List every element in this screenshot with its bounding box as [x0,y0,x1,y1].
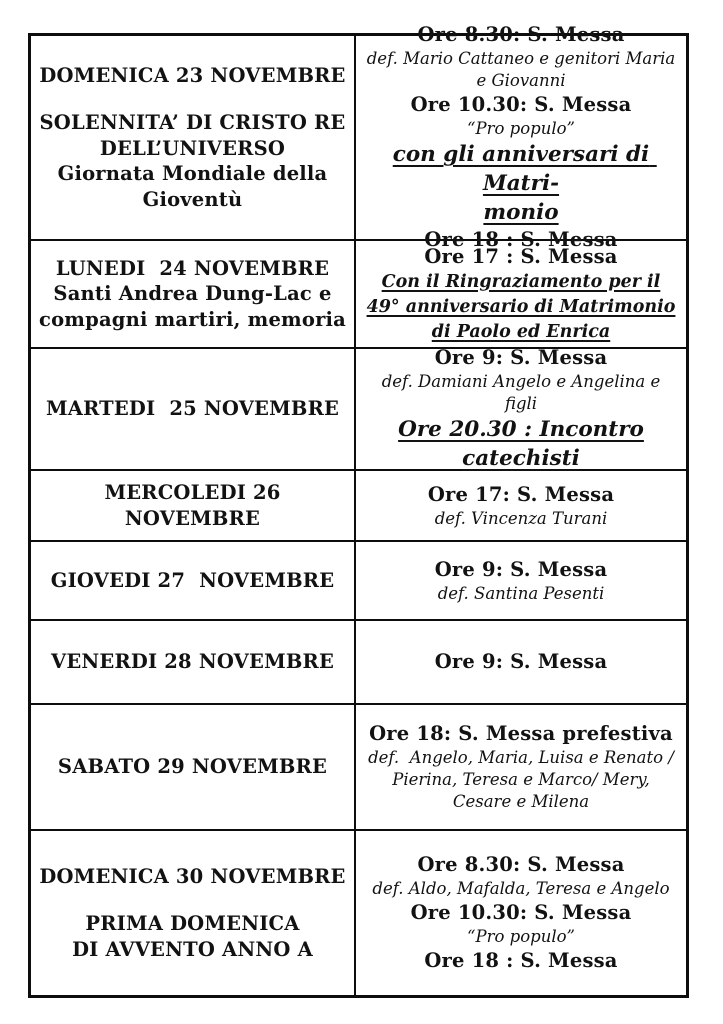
event-line: def. Damiani Angelo e Angelina e figli [381,372,666,413]
day-cell [31,621,356,703]
event-line: Ore 20.30 : Incontro [398,417,644,442]
event-line: 49° anniversario di Matrimonio [366,296,676,317]
events-cell [356,471,686,540]
event-line: Ore 9: S. Messa [434,557,608,581]
event-line: def. Santina Pesenti [437,583,605,603]
event-line: catechisti [462,446,580,471]
event-line: Ore 18 : S. Messa [424,949,618,972]
day-cell [31,705,356,829]
event-line: Ore 17: S. Messa [427,482,615,506]
day-cell [31,542,356,619]
schedule-row [31,621,686,705]
events-cell [356,705,686,829]
day-cell [31,831,356,995]
day-line: DOMENICA 30 NOVEMBRE [39,864,346,888]
event-line: Ore 9: S. Messa [434,346,608,369]
event-line: Ore 8.30: S. Messa [417,23,625,46]
event-line: Ore 9: S. Messa [434,650,608,673]
day-cell [31,471,356,540]
day-line: MARTEDI 25 NOVEMBRE [45,397,340,421]
events-cell [356,346,686,471]
event-line: “Pro populo” [467,927,575,946]
events-cell [356,241,686,347]
events-cell [356,621,686,703]
event-line: Ore 18: S. Messa prefestiva [369,722,673,745]
events-cell [356,542,686,619]
day-line: Santi Andrea Dung-Lac e [53,282,332,306]
day-line: SABATO 29 NOVEMBRE [57,755,328,779]
day-cell [31,36,356,239]
day-line: LUNEDI 24 NOVEMBRE [55,256,330,280]
schedule-row [31,346,686,471]
event-line: monio [483,200,559,225]
day-cell [31,241,356,347]
day-cell [31,349,356,469]
event-line: Ore 18 : S. Messa [424,228,618,251]
schedule-row [31,705,686,831]
event-line: Ore 10.30: S. Messa [410,93,632,116]
day-line: SOLENNITA’ DI CRISTO RE [39,111,346,135]
day-line: PRIMA DOMENICA [85,912,300,936]
schedule-table [28,23,689,998]
day-line: compagni martiri, memoria [39,307,347,331]
day-line: Giornata Mondiale della [57,162,328,186]
event-line: con gli anniversari di Matri- [392,142,657,196]
day-line: DI AVVENTO ANNO A [72,937,313,961]
schedule-row [31,23,686,251]
events-cell [356,831,686,995]
day-line: GIOVEDI 27 NOVEMBRE [50,568,335,592]
schedule-row [31,471,686,542]
event-line: Ore 8.30: S. Messa [417,853,625,876]
event-line: di Paolo ed Enrica [431,321,611,342]
day-line: DOMENICA 23 NOVEMBRE [39,63,346,87]
event-line: “Pro populo” [467,119,575,138]
schedule-row [31,831,686,995]
event-line: def. Aldo, Mafalda, Teresa e Angelo [372,879,670,898]
event-line: def. Mario Cattaneo e genitori Maria e Giovanni [366,49,681,90]
event-line: Con il Ringraziamento per il [381,271,661,292]
day-line: VENERDI 28 NOVEMBRE [50,650,335,674]
event-line: Ore 17 : S. Messa [424,244,618,268]
event-line: def. Vincenza Turani [434,508,608,528]
day-line: MERCOLEDI 26 NOVEMBRE [104,481,288,530]
schedule-row [31,241,686,349]
event-line: Ore 10.30: S. Messa [410,901,632,924]
events-cell [356,23,686,251]
schedule-row [31,542,686,621]
day-line: Gioventù [142,187,243,211]
event-line: def. Angelo, Maria, Luisa e Renato / Pierina, Teresa e Marco/ Mery, Cesare e Milena [368,748,680,811]
day-line: DELL’UNIVERSO [99,136,286,160]
